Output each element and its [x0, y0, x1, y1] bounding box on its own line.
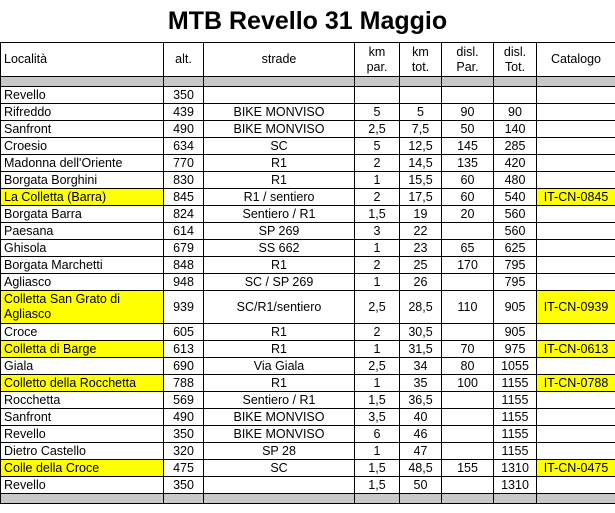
cell-localita: Croce: [1, 324, 164, 341]
cell-km-par: 1,5: [355, 392, 400, 409]
cell-catalogo: IT-CN-0475: [537, 460, 615, 477]
cell-strade: Sentiero / R1: [204, 206, 355, 223]
cell-km-par: 2: [355, 189, 400, 206]
cell-alt: 939: [164, 291, 204, 324]
cell-km-tot: 35: [400, 375, 442, 392]
cell-localita: Ghisola: [1, 240, 164, 257]
cell-alt: 350: [164, 426, 204, 443]
cell-disl-par: [442, 409, 494, 426]
table-row: [1, 189, 615, 206]
header-disl-par: disl. Par.: [442, 43, 494, 77]
cell-strade: SC / SP 269: [204, 274, 355, 291]
cell-km-par: 2: [355, 324, 400, 341]
cell-alt: 490: [164, 121, 204, 138]
cell-disl-tot: 90: [494, 104, 537, 121]
cell-strade: SC: [204, 460, 355, 477]
cell-strade: Via Giala: [204, 358, 355, 375]
cell-km-par: 5: [355, 104, 400, 121]
cell-disl-par: [442, 392, 494, 409]
cell-localita: Colletto della Rocchetta: [1, 375, 164, 392]
table-row: [1, 477, 615, 494]
cell-alt: 845: [164, 189, 204, 206]
header-localita: Località: [1, 43, 164, 77]
header-alt: alt.: [164, 43, 204, 77]
cell-disl-par: 70: [442, 341, 494, 358]
cell-catalogo: [537, 392, 615, 409]
table-row: [1, 121, 615, 138]
cell-catalogo: [537, 240, 615, 257]
table-row: [1, 341, 615, 358]
cell-strade: SP 269: [204, 223, 355, 240]
cell-km-tot: 36,5: [400, 392, 442, 409]
cell-catalogo: IT-CN-0613: [537, 341, 615, 358]
cell-localita: Colletta di Barge: [1, 341, 164, 358]
cell-alt: 605: [164, 324, 204, 341]
cell-disl-tot: 480: [494, 172, 537, 189]
cell-disl-tot: 795: [494, 257, 537, 274]
cell-localita: Giala: [1, 358, 164, 375]
cell-strade: BIKE MONVISO: [204, 426, 355, 443]
cell-alt: 490: [164, 409, 204, 426]
cell-disl-tot: 975: [494, 341, 537, 358]
cell-km-tot: 30,5: [400, 324, 442, 341]
header-km-par: km par.: [355, 43, 400, 77]
cell-strade: BIKE MONVISO: [204, 104, 355, 121]
cell-catalogo: [537, 274, 615, 291]
cell-km-tot: 19: [400, 206, 442, 223]
cell-disl-tot: 420: [494, 155, 537, 172]
cell-localita: Dietro Castello: [1, 443, 164, 460]
cell-localita: Croesio: [1, 138, 164, 155]
cell-disl-tot: 625: [494, 240, 537, 257]
cell-strade: SC: [204, 138, 355, 155]
cell-strade: BIKE MONVISO: [204, 409, 355, 426]
cell-catalogo: [537, 409, 615, 426]
cell-disl-par: [442, 477, 494, 494]
cell-alt: 690: [164, 358, 204, 375]
cell-km-tot: 25: [400, 257, 442, 274]
cell-alt: 320: [164, 443, 204, 460]
cell-km-par: 1,5: [355, 477, 400, 494]
cell-localita: Revello: [1, 426, 164, 443]
table-row: [1, 324, 615, 341]
cell-localita: Borgata Barra: [1, 206, 164, 223]
cell-disl-par: 110: [442, 291, 494, 324]
cell-disl-par: [442, 223, 494, 240]
cell-alt: 439: [164, 104, 204, 121]
cell-km-par: 2: [355, 155, 400, 172]
cell-km-tot: 31,5: [400, 341, 442, 358]
cell-catalogo: [537, 104, 615, 121]
table-row: [1, 172, 615, 189]
cell-disl-tot: 1155: [494, 375, 537, 392]
cell-catalogo: [537, 206, 615, 223]
cell-km-tot: 26: [400, 274, 442, 291]
cell-km-tot: 50: [400, 477, 442, 494]
cell-km-tot: 23: [400, 240, 442, 257]
cell-km-par: 2,5: [355, 121, 400, 138]
cell-km-par: [355, 87, 400, 104]
cell-localita: Rocchetta: [1, 392, 164, 409]
cell-strade: R1: [204, 172, 355, 189]
cell-strade: BIKE MONVISO: [204, 121, 355, 138]
cell-disl-par: 80: [442, 358, 494, 375]
cell-disl-tot: [494, 87, 537, 104]
cell-km-par: 1: [355, 443, 400, 460]
cell-km-par: 1: [355, 240, 400, 257]
cell-disl-tot: 540: [494, 189, 537, 206]
cell-strade: [204, 87, 355, 104]
table-row: [1, 274, 615, 291]
cell-km-tot: 46: [400, 426, 442, 443]
cell-alt: 770: [164, 155, 204, 172]
cell-catalogo: [537, 443, 615, 460]
cell-alt: 350: [164, 87, 204, 104]
table-row: [1, 460, 615, 477]
cell-localita: Revello: [1, 477, 164, 494]
cell-km-tot: 34: [400, 358, 442, 375]
cell-km-tot: [400, 87, 442, 104]
cell-catalogo: IT-CN-0788: [537, 375, 615, 392]
cell-strade: [204, 477, 355, 494]
cell-km-tot: 47: [400, 443, 442, 460]
cell-catalogo: [537, 257, 615, 274]
cell-km-par: 1,5: [355, 206, 400, 223]
cell-localita: Agliasco: [1, 274, 164, 291]
cell-strade: R1: [204, 341, 355, 358]
cell-km-par: 1: [355, 172, 400, 189]
cell-localita: Borgata Borghini: [1, 172, 164, 189]
cell-km-par: 6: [355, 426, 400, 443]
cell-disl-par: [442, 324, 494, 341]
cell-disl-par: [442, 426, 494, 443]
cell-catalogo: IT-CN-0845: [537, 189, 615, 206]
cell-catalogo: [537, 358, 615, 375]
cell-km-par: 2,5: [355, 358, 400, 375]
cell-disl-tot: 1310: [494, 477, 537, 494]
cell-alt: 824: [164, 206, 204, 223]
cell-catalogo: [537, 121, 615, 138]
cell-localita: Colle della Croce: [1, 460, 164, 477]
table-row: [1, 375, 615, 392]
cell-alt: 848: [164, 257, 204, 274]
cell-disl-par: [442, 443, 494, 460]
cell-catalogo: [537, 324, 615, 341]
table-row: [1, 138, 615, 155]
table-row: [1, 240, 615, 257]
table-row: [1, 392, 615, 409]
cell-km-par: 5: [355, 138, 400, 155]
cell-localita: Paesana: [1, 223, 164, 240]
header-km-tot: km tot.: [400, 43, 442, 77]
cell-alt: 569: [164, 392, 204, 409]
cell-disl-tot: 285: [494, 138, 537, 155]
cell-disl-par: 155: [442, 460, 494, 477]
table-row: [1, 223, 615, 240]
cell-km-tot: 28,5: [400, 291, 442, 324]
cell-strade: SC/R1/sentiero: [204, 291, 355, 324]
cell-strade: R1: [204, 155, 355, 172]
cell-localita: Colletta San Grato di Agliasco: [1, 291, 164, 324]
table-row: [1, 409, 615, 426]
cell-strade: R1 / sentiero: [204, 189, 355, 206]
table-row: [1, 426, 615, 443]
cell-km-par: 1,5: [355, 460, 400, 477]
table-row: [1, 443, 615, 460]
cell-strade: Sentiero / R1: [204, 392, 355, 409]
cell-km-tot: 48,5: [400, 460, 442, 477]
cell-disl-tot: 905: [494, 291, 537, 324]
cell-catalogo: [537, 172, 615, 189]
cell-localita: La Colletta (Barra): [1, 189, 164, 206]
cell-catalogo: [537, 426, 615, 443]
cell-alt: 948: [164, 274, 204, 291]
cell-catalogo: [537, 138, 615, 155]
cell-disl-par: 65: [442, 240, 494, 257]
cell-localita: Borgata Marchetti: [1, 257, 164, 274]
cell-disl-tot: 1155: [494, 409, 537, 426]
cell-alt: 634: [164, 138, 204, 155]
cell-disl-par: 20: [442, 206, 494, 223]
table-row: [1, 206, 615, 223]
cell-disl-par: 135: [442, 155, 494, 172]
cell-km-par: 2: [355, 257, 400, 274]
cell-km-par: 1: [355, 274, 400, 291]
cell-disl-tot: 1310: [494, 460, 537, 477]
cell-km-par: 3,5: [355, 409, 400, 426]
table-row: [1, 87, 615, 104]
cell-km-par: 1: [355, 375, 400, 392]
cell-disl-par: 60: [442, 189, 494, 206]
cell-km-tot: 40: [400, 409, 442, 426]
table-row: [1, 104, 615, 121]
cell-disl-par: [442, 87, 494, 104]
header-row: [1, 43, 615, 77]
cell-disl-tot: 795: [494, 274, 537, 291]
cell-disl-par: 60: [442, 172, 494, 189]
cell-strade: SS 662: [204, 240, 355, 257]
cell-km-tot: 7,5: [400, 121, 442, 138]
cell-km-tot: 14,5: [400, 155, 442, 172]
cell-disl-par: 90: [442, 104, 494, 121]
cell-disl-par: 145: [442, 138, 494, 155]
cell-disl-tot: 560: [494, 223, 537, 240]
cell-strade: R1: [204, 324, 355, 341]
cell-alt: 679: [164, 240, 204, 257]
cell-disl-tot: 1055: [494, 358, 537, 375]
cell-localita: Sanfront: [1, 409, 164, 426]
table-row: [1, 358, 615, 375]
cell-disl-par: 100: [442, 375, 494, 392]
cell-disl-tot: 560: [494, 206, 537, 223]
cell-km-par: 1: [355, 341, 400, 358]
header-disl-tot: disl. Tot.: [494, 43, 537, 77]
table-row: [1, 291, 615, 324]
table-row: [1, 155, 615, 172]
cell-km-tot: 22: [400, 223, 442, 240]
cell-km-tot: 5: [400, 104, 442, 121]
cell-km-tot: 12,5: [400, 138, 442, 155]
page-title: MTB Revello 31 Maggio: [167, 7, 448, 35]
cell-localita: Sanfront: [1, 121, 164, 138]
cell-km-par: 2,5: [355, 291, 400, 324]
cell-disl-tot: 1155: [494, 426, 537, 443]
header-catalogo: Catalogo: [537, 43, 615, 77]
cell-localita: Madonna dell'Oriente: [1, 155, 164, 172]
cell-catalogo: [537, 223, 615, 240]
cell-catalogo: IT-CN-0939: [537, 291, 615, 324]
cell-alt: 788: [164, 375, 204, 392]
cell-alt: 614: [164, 223, 204, 240]
cell-alt: 830: [164, 172, 204, 189]
cell-alt: 475: [164, 460, 204, 477]
cell-disl-par: [442, 274, 494, 291]
cell-localita: Revello: [1, 87, 164, 104]
cell-strade: SP 28: [204, 443, 355, 460]
cell-localita: Rifreddo: [1, 104, 164, 121]
cell-disl-tot: 1155: [494, 443, 537, 460]
cell-strade: R1: [204, 257, 355, 274]
cell-catalogo: [537, 477, 615, 494]
cell-catalogo: [537, 87, 615, 104]
table-row: [1, 257, 615, 274]
cell-disl-tot: 1155: [494, 392, 537, 409]
cell-disl-par: 170: [442, 257, 494, 274]
cell-disl-par: 50: [442, 121, 494, 138]
cell-catalogo: [537, 155, 615, 172]
cell-km-tot: 17,5: [400, 189, 442, 206]
cell-km-tot: 15,5: [400, 172, 442, 189]
cell-km-par: 3: [355, 223, 400, 240]
separator-row: [1, 77, 615, 87]
cell-strade: R1: [204, 375, 355, 392]
cell-disl-tot: 140: [494, 121, 537, 138]
route-table: [0, 42, 615, 504]
cell-alt: 613: [164, 341, 204, 358]
separator-row: [1, 494, 615, 504]
header-strade: strade: [204, 43, 355, 77]
cell-alt: 350: [164, 477, 204, 494]
cell-disl-tot: 905: [494, 324, 537, 341]
